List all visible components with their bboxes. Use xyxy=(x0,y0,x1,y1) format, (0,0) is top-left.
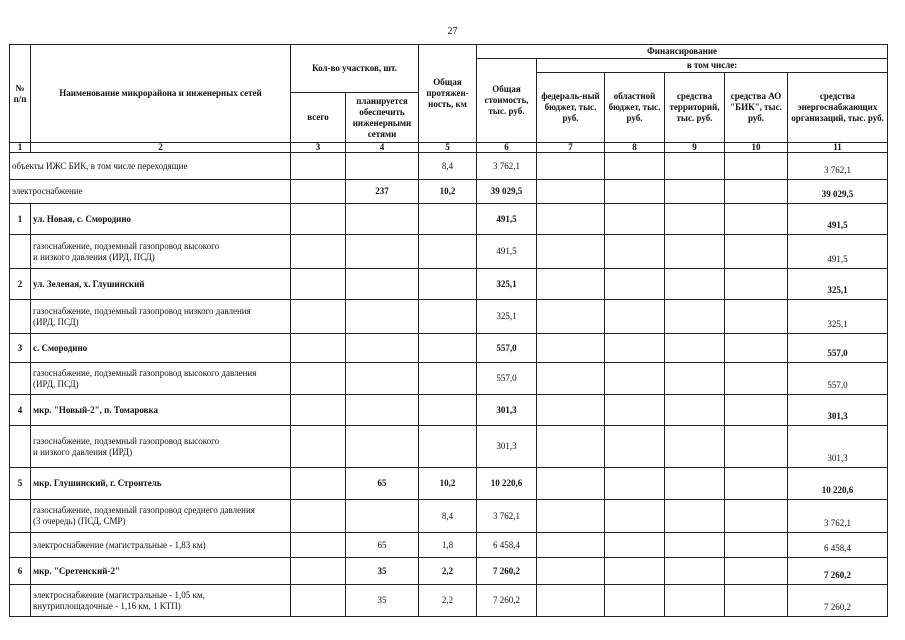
row-name: газоснабжение, подземный газопровод среднего давления (3 очередь) (ПСД, СМР) xyxy=(31,500,291,533)
bik-funds xyxy=(725,363,788,395)
plots-planned xyxy=(346,426,419,468)
territories-funds xyxy=(665,468,725,500)
plots-planned: 35 xyxy=(346,558,419,585)
plots-total xyxy=(291,500,346,533)
row-number: 1 xyxy=(10,204,31,235)
header-length: Общая протяжен-ность, км xyxy=(419,45,477,143)
federal-budget xyxy=(537,269,605,300)
bik-funds xyxy=(725,300,788,334)
length-km xyxy=(419,300,477,334)
total-cost: 10 220,6 xyxy=(477,468,537,500)
row-number: 5 xyxy=(10,468,31,500)
row-number xyxy=(10,585,31,617)
territories-funds xyxy=(665,558,725,585)
territories-funds xyxy=(665,235,725,269)
plots-total xyxy=(291,426,346,468)
territories-funds xyxy=(665,269,725,300)
length-km xyxy=(419,269,477,300)
row-number xyxy=(10,300,31,334)
energy-funds: 39 029,5 xyxy=(788,180,888,204)
bik-funds xyxy=(725,153,788,180)
header-territories: средства территорий, тыс. руб. xyxy=(665,73,725,143)
federal-budget xyxy=(537,300,605,334)
header-plots-planned: планируется обеспечить инженерными сетями xyxy=(346,93,419,143)
energy-funds: 6 458,4 xyxy=(788,533,888,558)
plots-planned xyxy=(346,334,419,363)
plots-planned xyxy=(346,300,419,334)
federal-budget xyxy=(537,153,605,180)
bik-funds xyxy=(725,468,788,500)
table-row xyxy=(10,334,888,363)
total-cost: 325,1 xyxy=(477,300,537,334)
territories-funds xyxy=(665,204,725,235)
table-row xyxy=(10,204,888,235)
column-number: 1 xyxy=(10,143,31,153)
page-number: 27 xyxy=(447,26,458,37)
row-name: мкр. Глушинский, г. Строитель xyxy=(31,468,291,500)
length-km: 1,8 xyxy=(419,533,477,558)
total-cost: 325,1 xyxy=(477,269,537,300)
table-row xyxy=(10,235,888,269)
header-plots: Кол-во участков, шт. xyxy=(291,45,419,93)
table-row xyxy=(10,363,888,395)
regional-budget xyxy=(605,235,665,269)
plots-total xyxy=(291,468,346,500)
length-km xyxy=(419,395,477,426)
header-federal: федераль-ный бюджет, тыс. руб. xyxy=(537,73,605,143)
header-total-cost: Общая стоимость, тыс. руб. xyxy=(477,59,537,143)
regional-budget xyxy=(605,395,665,426)
regional-budget xyxy=(605,204,665,235)
row-name: ул. Новая, с. Смородино xyxy=(31,204,291,235)
territories-funds xyxy=(665,334,725,363)
regional-budget xyxy=(605,533,665,558)
header-name: Наименование микрорайона и инженерных сетей xyxy=(31,45,291,143)
header-regional: областной бюджет, тыс. руб. xyxy=(605,73,665,143)
plots-total xyxy=(291,585,346,617)
energy-funds: 491,5 xyxy=(788,204,888,235)
column-number: 4 xyxy=(346,143,419,153)
energy-funds: 557,0 xyxy=(788,363,888,395)
regional-budget xyxy=(605,300,665,334)
federal-budget xyxy=(537,558,605,585)
plots-total xyxy=(291,558,346,585)
column-number: 7 xyxy=(537,143,605,153)
plots-planned xyxy=(346,500,419,533)
bik-funds xyxy=(725,585,788,617)
row-number: 4 xyxy=(10,395,31,426)
row-name: газоснабжение, подземный газопровод высокого давления (ИРД, ПСД) xyxy=(31,363,291,395)
header-including: в том числе: xyxy=(537,59,888,73)
total-cost: 557,0 xyxy=(477,334,537,363)
length-km xyxy=(419,363,477,395)
length-km xyxy=(419,426,477,468)
header-energy: средства энергоснабжающих организаций, тыс. руб. xyxy=(788,73,888,143)
territories-funds xyxy=(665,500,725,533)
plots-total xyxy=(291,269,346,300)
bik-funds xyxy=(725,235,788,269)
row-number xyxy=(10,533,31,558)
row-name: мкр. "Новый-2", п. Томаровка xyxy=(31,395,291,426)
header-bik: средства АО "БИК", тыс. руб. xyxy=(725,73,788,143)
total-cost: 491,5 xyxy=(477,235,537,269)
header-financing: Финансирование xyxy=(477,45,888,59)
row-number xyxy=(10,363,31,395)
table-row xyxy=(10,585,888,617)
plots-planned: 35 xyxy=(346,585,419,617)
row-name: газоснабжение, подземный газопровод высокого и низкого давления (ИРД) xyxy=(31,426,291,468)
federal-budget xyxy=(537,395,605,426)
energy-funds: 325,1 xyxy=(788,269,888,300)
energy-funds: 301,3 xyxy=(788,395,888,426)
total-cost: 491,5 xyxy=(477,204,537,235)
header-plots-total: всего xyxy=(291,93,346,143)
column-number: 11 xyxy=(788,143,888,153)
row-name: электроснабжение (магистральные - 1,83 км) xyxy=(31,533,291,558)
total-cost: 301,3 xyxy=(477,395,537,426)
federal-budget xyxy=(537,235,605,269)
federal-budget xyxy=(537,500,605,533)
total-cost: 6 458,4 xyxy=(477,533,537,558)
regional-budget xyxy=(605,468,665,500)
plots-planned: 65 xyxy=(346,468,419,500)
territories-funds xyxy=(665,585,725,617)
energy-funds: 7 260,2 xyxy=(788,558,888,585)
regional-budget xyxy=(605,426,665,468)
energy-funds: 3 762,1 xyxy=(788,153,888,180)
row-number: 2 xyxy=(10,269,31,300)
length-km: 2,2 xyxy=(419,585,477,617)
federal-budget xyxy=(537,585,605,617)
regional-budget xyxy=(605,334,665,363)
total-cost: 557,0 xyxy=(477,363,537,395)
column-number: 5 xyxy=(419,143,477,153)
table-row xyxy=(10,300,888,334)
total-cost: 3 762,1 xyxy=(477,500,537,533)
total-cost: 7 260,2 xyxy=(477,558,537,585)
regional-budget xyxy=(605,558,665,585)
total-cost: 7 260,2 xyxy=(477,585,537,617)
energy-funds: 325,1 xyxy=(788,300,888,334)
federal-budget xyxy=(537,180,605,204)
length-km: 10,2 xyxy=(419,180,477,204)
length-km: 2,2 xyxy=(419,558,477,585)
territories-funds xyxy=(665,533,725,558)
table-row xyxy=(10,558,888,585)
plots-total xyxy=(291,204,346,235)
plots-planned xyxy=(346,204,419,235)
bik-funds xyxy=(725,533,788,558)
plots-total xyxy=(291,363,346,395)
regional-budget xyxy=(605,363,665,395)
row-number xyxy=(10,426,31,468)
plots-total xyxy=(291,235,346,269)
plots-planned: 65 xyxy=(346,533,419,558)
energy-funds: 557,0 xyxy=(788,334,888,363)
regional-budget xyxy=(605,180,665,204)
column-number: 9 xyxy=(665,143,725,153)
plots-planned xyxy=(346,395,419,426)
regional-budget xyxy=(605,153,665,180)
energy-funds: 491,5 xyxy=(788,235,888,269)
territories-funds xyxy=(665,153,725,180)
table-row xyxy=(10,500,888,533)
row-name: электроснабжение (магистральные - 1,05 км, внутриплощадочные - 1,16 км, 1 КТП) xyxy=(31,585,291,617)
bik-funds xyxy=(725,180,788,204)
plots-planned: 237 xyxy=(346,180,419,204)
length-km xyxy=(419,334,477,363)
table-row xyxy=(10,395,888,426)
row-name: электроснабжение xyxy=(10,180,291,204)
plots-total xyxy=(291,180,346,204)
territories-funds xyxy=(665,395,725,426)
row-number xyxy=(10,500,31,533)
row-name: газоснабжение, подземный газопровод низкого давления (ИРД, ПСД) xyxy=(31,300,291,334)
territories-funds xyxy=(665,300,725,334)
table-row xyxy=(10,153,888,180)
row-number: 6 xyxy=(10,558,31,585)
regional-budget xyxy=(605,500,665,533)
territories-funds xyxy=(665,363,725,395)
row-name: с. Смородино xyxy=(31,334,291,363)
federal-budget xyxy=(537,334,605,363)
column-number: 8 xyxy=(605,143,665,153)
column-number: 6 xyxy=(477,143,537,153)
energy-funds: 10 220,6 xyxy=(788,468,888,500)
bik-funds xyxy=(725,204,788,235)
plots-total xyxy=(291,533,346,558)
bik-funds xyxy=(725,558,788,585)
plots-planned xyxy=(346,269,419,300)
length-km: 8,4 xyxy=(419,153,477,180)
bik-funds xyxy=(725,500,788,533)
energy-funds: 7 260,2 xyxy=(788,585,888,617)
total-cost: 301,3 xyxy=(477,426,537,468)
energy-funds: 3 762,1 xyxy=(788,500,888,533)
plots-total xyxy=(291,300,346,334)
row-number: 3 xyxy=(10,334,31,363)
bik-funds xyxy=(725,395,788,426)
row-name: ул. Зеленая, х. Глушинский xyxy=(31,269,291,300)
column-number: 2 xyxy=(31,143,291,153)
table-row xyxy=(10,269,888,300)
row-name: мкр. "Сретенский-2" xyxy=(31,558,291,585)
total-cost: 39 029,5 xyxy=(477,180,537,204)
plots-total xyxy=(291,334,346,363)
federal-budget xyxy=(537,204,605,235)
table-row xyxy=(10,426,888,468)
plots-total xyxy=(291,153,346,180)
length-km: 10,2 xyxy=(419,468,477,500)
total-cost: 3 762,1 xyxy=(477,153,537,180)
bik-funds xyxy=(725,334,788,363)
territories-funds xyxy=(665,180,725,204)
table-row xyxy=(10,468,888,500)
plots-total xyxy=(291,395,346,426)
length-km xyxy=(419,235,477,269)
length-km xyxy=(419,204,477,235)
bik-funds xyxy=(725,426,788,468)
row-number xyxy=(10,235,31,269)
regional-budget xyxy=(605,269,665,300)
table-row xyxy=(10,180,888,204)
plots-planned xyxy=(346,235,419,269)
federal-budget xyxy=(537,426,605,468)
energy-funds: 301,3 xyxy=(788,426,888,468)
plots-planned xyxy=(346,363,419,395)
bik-funds xyxy=(725,269,788,300)
territories-funds xyxy=(665,426,725,468)
table-row xyxy=(10,533,888,558)
column-number: 10 xyxy=(725,143,788,153)
regional-budget xyxy=(605,585,665,617)
financing-table xyxy=(9,44,888,617)
header-num: № п/п xyxy=(10,45,31,143)
federal-budget xyxy=(537,363,605,395)
length-km: 8,4 xyxy=(419,500,477,533)
federal-budget xyxy=(537,533,605,558)
row-name: газоснабжение, подземный газопровод высокого и низкого давления (ИРД, ПСД) xyxy=(31,235,291,269)
column-number: 3 xyxy=(291,143,346,153)
plots-planned xyxy=(346,153,419,180)
row-name: объекты ИЖС БИК, в том числе переходящие xyxy=(10,153,291,180)
federal-budget xyxy=(537,468,605,500)
